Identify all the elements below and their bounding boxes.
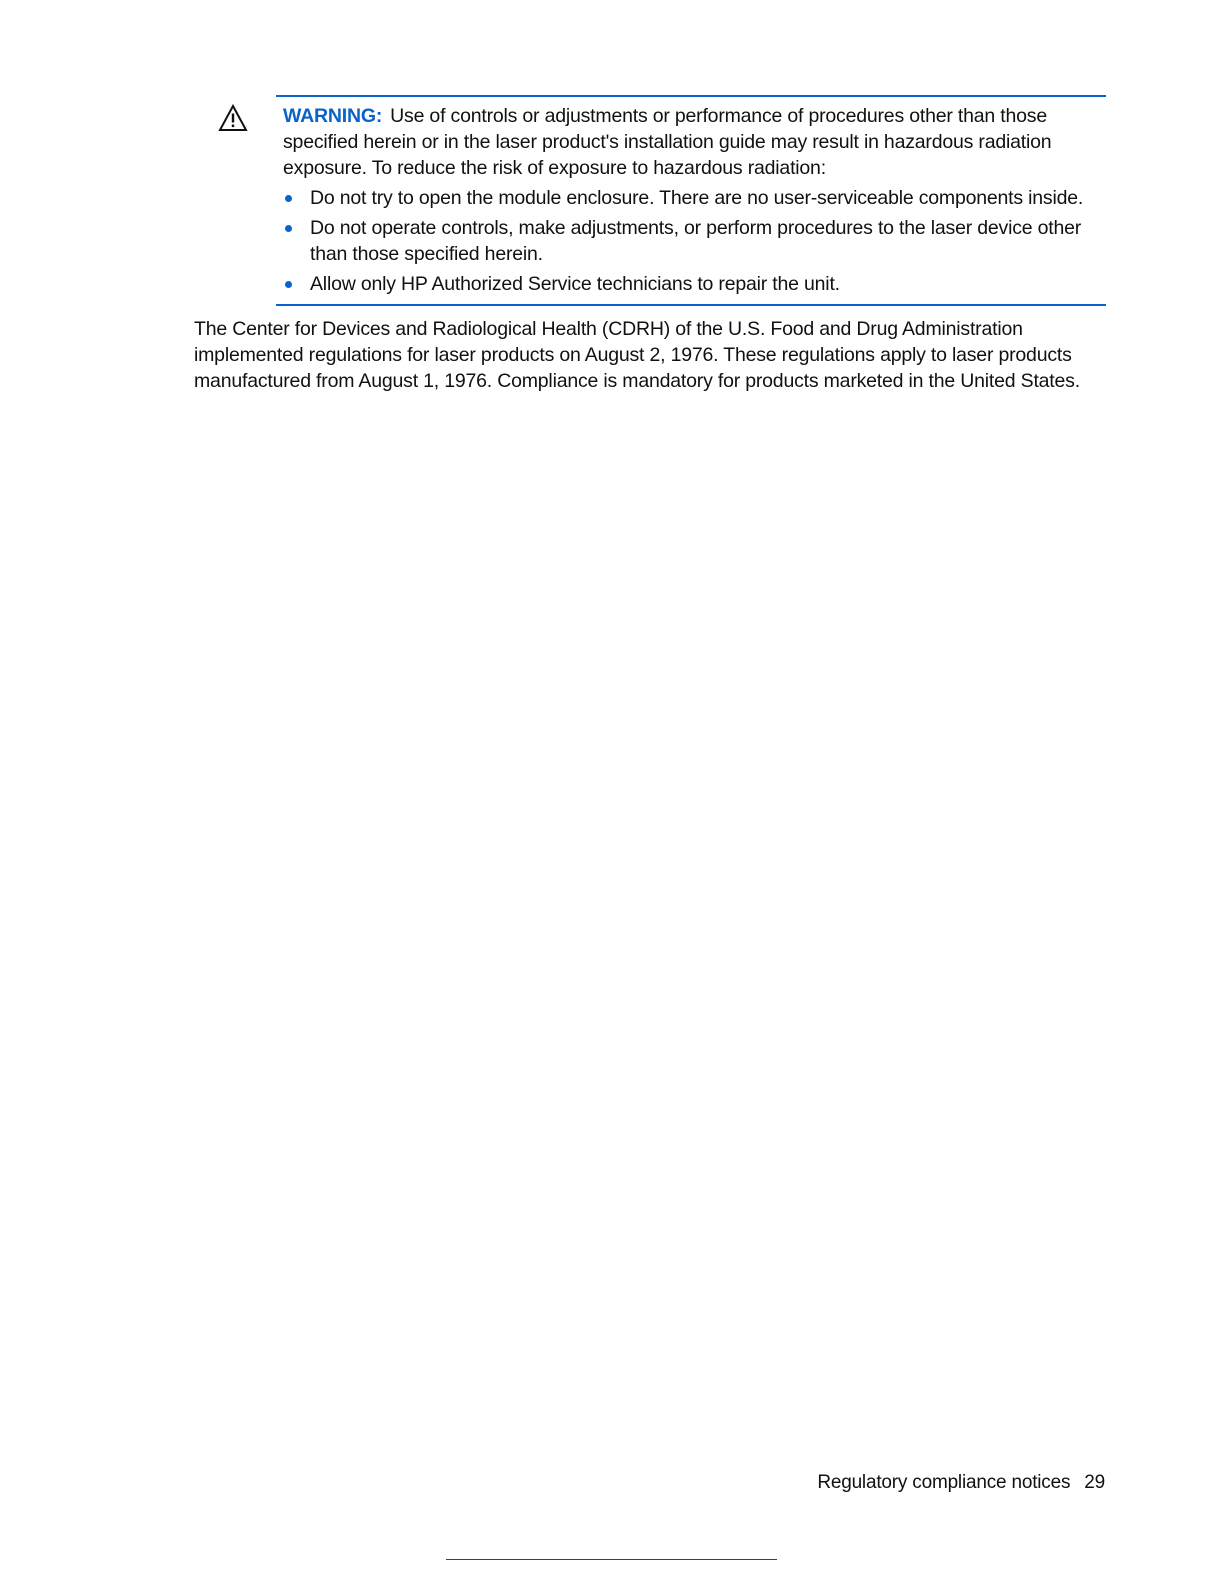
bottom-divider <box>446 1559 777 1560</box>
list-item <box>276 215 1106 267</box>
page-footer <box>817 1471 1105 1495</box>
list-item-text: Do not try to open the module enclosure. There are no user-serviceable components inside. <box>310 187 1084 209</box>
bullet-icon <box>285 281 292 288</box>
warning-label: WARNING: <box>283 105 383 127</box>
list-item-text: Do not operate controls, make adjustments, or perform procedures to the laser device other than those specified herein. <box>310 217 1082 265</box>
list-item <box>276 271 1106 297</box>
bullet-icon <box>285 225 292 232</box>
body-paragraph: The Center for Devices and Radiological Health (CDRH) of the U.S. Food and Drug Administration implemented regulations for laser products on August 2, 1976. These regulations apply to laser products manufactured from August 1, 1976. Compliance is mandatory for products marketed in the United States. <box>194 318 1080 392</box>
warning-list <box>276 185 1106 297</box>
bullet-icon <box>285 195 292 202</box>
warning-callout <box>276 95 1106 306</box>
warning-triangle-icon <box>218 104 248 132</box>
warning-text: Use of controls or adjustments or performance of procedures other than those specified herein or in the laser product's installation guide may result in hazardous radiation exposure. To reduce the risk of exposure to hazardous radiation: <box>283 105 1052 179</box>
warning-paragraph <box>283 103 1106 181</box>
list-item-text: Allow only HP Authorized Service technicians to repair the unit. <box>310 273 840 295</box>
list-item <box>276 185 1106 211</box>
footer-section-title: Regulatory compliance notices <box>817 1472 1071 1493</box>
page-number: 29 <box>1084 1472 1105 1493</box>
